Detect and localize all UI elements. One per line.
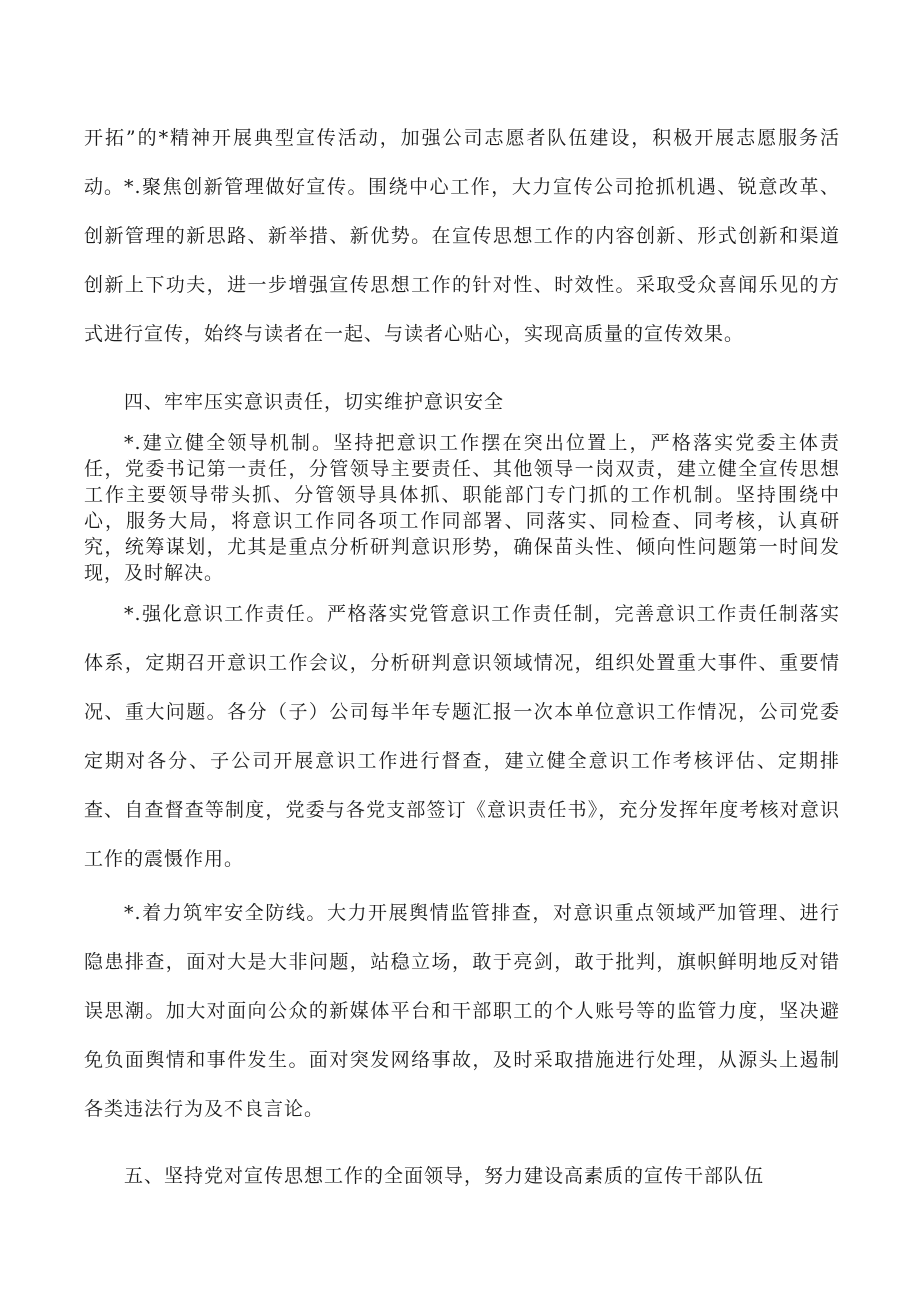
paragraph-volunteer-activities: 开拓”的*精神开展典型宣传活动，加强公司志愿者队伍建设，积极开展志愿服务活动。: [84, 127, 840, 198]
paragraph-security-defense: *.着力筑牢安全防线。大力开展舆情监管排查，对意识重点领域严加管理、进行隐患排查，面对大是大非问题，站稳立场，敢于亮剑，敢于批判，旗帜鲜明地反对错误思潮。加大对面向公众的新媒体平台和干部职工的个人账号等的监管力度，坚决避免负面舆情和事件发生。面对突发网络事故，及时采取措施进行处理，从源头上遏制各类违法行为及不良言论。: [84, 902, 840, 1120]
paragraph-innovation-publicity: *.聚焦创新管理做好宣传。围绕中心工作，大力宣传公司抢抓机遇、锐意改革、创新管理的新思路、新举措、新优势。在宣传思想工作的内容创新、形式创新和渠道创新上下功夫，进一步增强宣传思想工作的针对性、时效性。采取受众喜闻乐见的方式进行宣传，始终与读者在一起、与读者心贴心，实现高质量的宣传效果。: [84, 176, 840, 345]
section-heading-5: 五、坚持党对宣传思想工作的全面领导，努力建设高素质的宣传干部队伍: [124, 1165, 765, 1187]
paragraph-work-responsibility: *.强化意识工作责任。严格落实党管意识工作责任制，完善意识工作责任制落实体系，定期召开意识工作会议，分析研判意识领域情况，组织处置重大事件、重要情况、重大问题。各分（子）公司每半年专题汇报一次本单位意识工作情况，公司党委定期对各分、子公司开展意识工作进行督查，建立健全意识工作考核评估、定期排查、自查督查等制度，党委与各党支部签订《意识责任书》，充分发挥年度考核对意识工作的震慑作用。: [84, 603, 840, 870]
section-heading-4: 四、牢牢压实意识责任，切实维护意识安全: [124, 391, 505, 413]
paragraph-leadership-mechanism: *.建立健全领导机制。坚持把意识工作摆在突出位置上，严格落实党委主体责任，党委书记第一责任，分管领导主要责任、其他领导一岗双责，建立健全宣传思想工作主要领导带头抓、分管领导具体抓、职能部门专门抓的工作机制。坚持围绕中心，服务大局，将意识工作同各项工作同部署、同落实、同检查、同考核，认真研究，统筹谋划，尤其是重点分析研判意识形势，确保苗头性、倾向性问题第一时间发现，及时解决。: [84, 432, 840, 584]
